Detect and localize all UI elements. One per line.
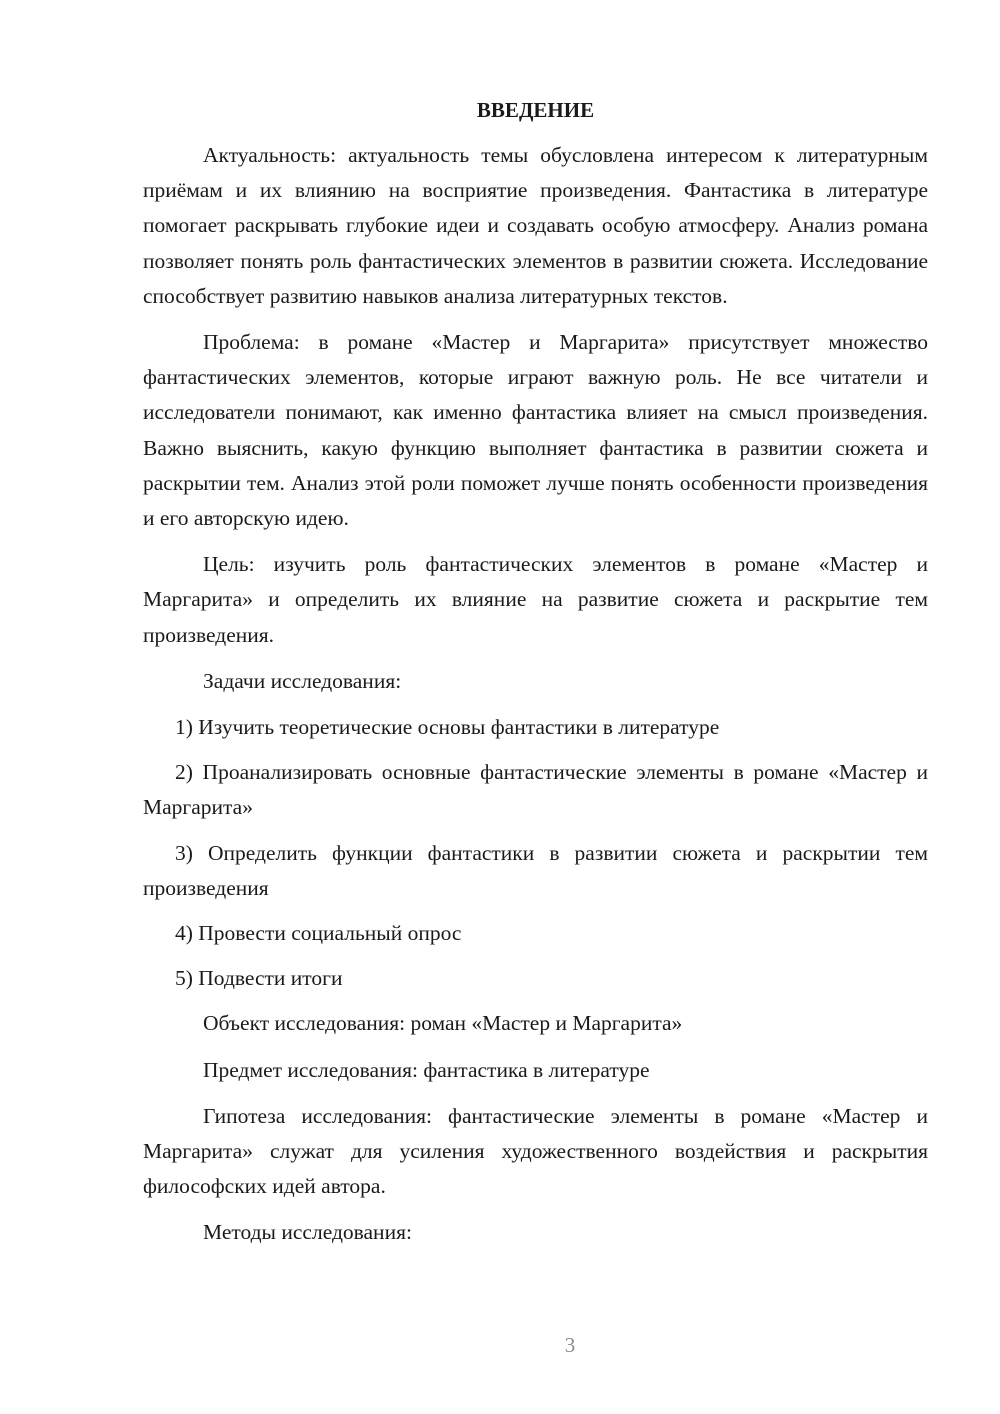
task-item: 2) Проанализировать основные фантастические элементы в романе «Мастер и Маргарита» <box>143 760 928 820</box>
paragraph-hypothesis: Гипотеза исследования: фантастические элементы в романе «Мастер и Маргарита» служат для усиления художественного воздействия и раскрытия философских идей автора. <box>143 1103 928 1199</box>
paragraph-subject: Предмет исследования: фантастика в литературе <box>203 1057 650 1082</box>
task-item: 4) Провести социальный опрос <box>175 921 462 946</box>
task-item: 1) Изучить теоретические основы фантастики в литературе <box>175 715 720 740</box>
paragraph-problem: Проблема: в романе «Мастер и Маргарита» присутствует множество фантастических элементов, которые играют важную роль. Не все читатели и исследователи понимают, как именно фантастика влияет на смысл произведения. Важно выяснить, какую функцию выполняет фантастика в развитии сюжета и раскрытии тем. Анализ этой роли поможет лучше понять особенности произведения и его авторскую идею. <box>143 330 928 531</box>
document-page <box>143 92 928 1262</box>
task-item: 5) Подвести итоги <box>175 966 343 991</box>
paragraph-relevance: Актуальность: актуальность темы обусловлена интересом к литературным приёмам и их влиянию на восприятие произведения. Фантастика в литературе помогает раскрывать глубокие идеи и создавать особую атмосферу. Анализ романа позволяет понять роль фантастических элементов в развитии сюжета. Исследование способствует развитию навыков анализа литературных текстов. <box>143 143 928 308</box>
paragraph-object: Объект исследования: роман «Мастер и Маргарита» <box>203 1011 683 1036</box>
paragraph-tasks-heading: Задачи исследования: <box>203 668 402 693</box>
page-title: ВВЕДЕНИЕ <box>476 98 595 122</box>
paragraph-methods: Методы исследования: <box>203 1220 412 1245</box>
task-item: 3) Определить функции фантастики в развитии сюжета и раскрытии тем произведения <box>143 840 928 900</box>
paragraph-goal: Цель: изучить роль фантастических элементов в романе «Мастер и Маргарита» и определить их влияние на развитие сюжета и раскрытие тем произведения. <box>143 552 928 647</box>
page-number: 3 <box>564 1333 576 1357</box>
